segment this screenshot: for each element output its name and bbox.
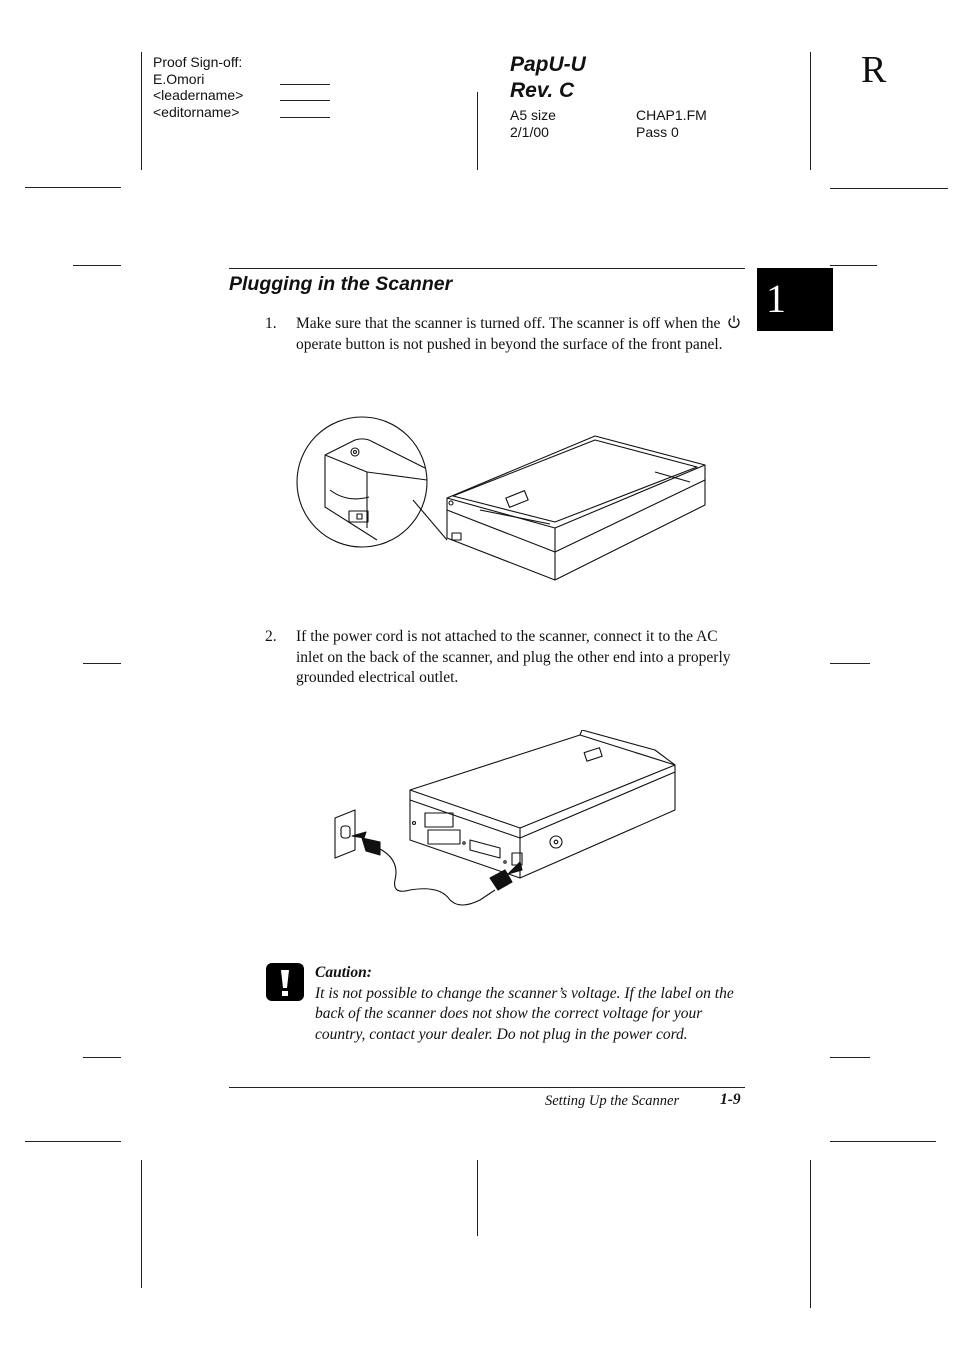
proof-name-editor: <editorname>	[153, 104, 243, 121]
caution-title: Caution:	[315, 964, 372, 981]
doc-date: 2/1/00	[510, 123, 549, 140]
doc-pass: Pass 0	[636, 123, 679, 140]
signoff-blank	[280, 100, 330, 101]
section-heading: Plugging in the Scanner	[229, 273, 453, 295]
footer-page-number: 1-9	[720, 1091, 741, 1108]
doc-title	[510, 52, 586, 104]
doc-title-line1: PapU-U	[510, 53, 586, 76]
signoff-blank	[280, 117, 330, 118]
scanner-front-illustration	[295, 410, 715, 590]
footer-section-title: Setting Up the Scanner	[545, 1093, 680, 1109]
footer-rule	[229, 1087, 745, 1088]
signoff-blank	[280, 84, 330, 85]
doc-meta-left	[510, 107, 556, 140]
caution-block	[315, 963, 751, 1045]
proof-label: Proof Sign-off:	[153, 54, 243, 70]
power-icon	[726, 315, 742, 329]
step-1-number: 1.	[265, 315, 277, 332]
doc-size: A5 size	[510, 107, 556, 123]
step-1-text: Make sure that the scanner is turned off. The scanner is off when the operate button is not pushed in beyond the surface of the front panel.	[296, 314, 746, 355]
caution-text: It is not possible to change the scanner’s voltage. If the label on the back of the scanner does not show the correct voltage for your country, contact your dealer. Do not plug in the power cord.	[315, 984, 734, 1043]
corner-mark: R	[861, 49, 887, 91]
proof-signoff	[153, 54, 243, 120]
chapter-tab	[757, 268, 833, 331]
doc-title-line2: Rev. C	[510, 79, 575, 102]
step-2-text: If the power cord is not attached to the scanner, connect it to the AC inlet on the back of the scanner, and plug the other end into a properly grounded electrical outlet.	[296, 628, 731, 686]
proof-name-omori: E.Omori	[153, 71, 243, 88]
proof-name-leader: <leadername>	[153, 87, 243, 104]
doc-meta-right	[636, 107, 707, 140]
exclamation-icon	[266, 963, 304, 1001]
chapter-number: 1	[766, 276, 786, 321]
scanner-back-illustration	[330, 730, 685, 915]
section-rule	[229, 268, 745, 269]
caution-icon	[266, 963, 304, 1001]
doc-file: CHAP1.FM	[636, 107, 707, 123]
step-2-number: 2.	[265, 628, 277, 645]
